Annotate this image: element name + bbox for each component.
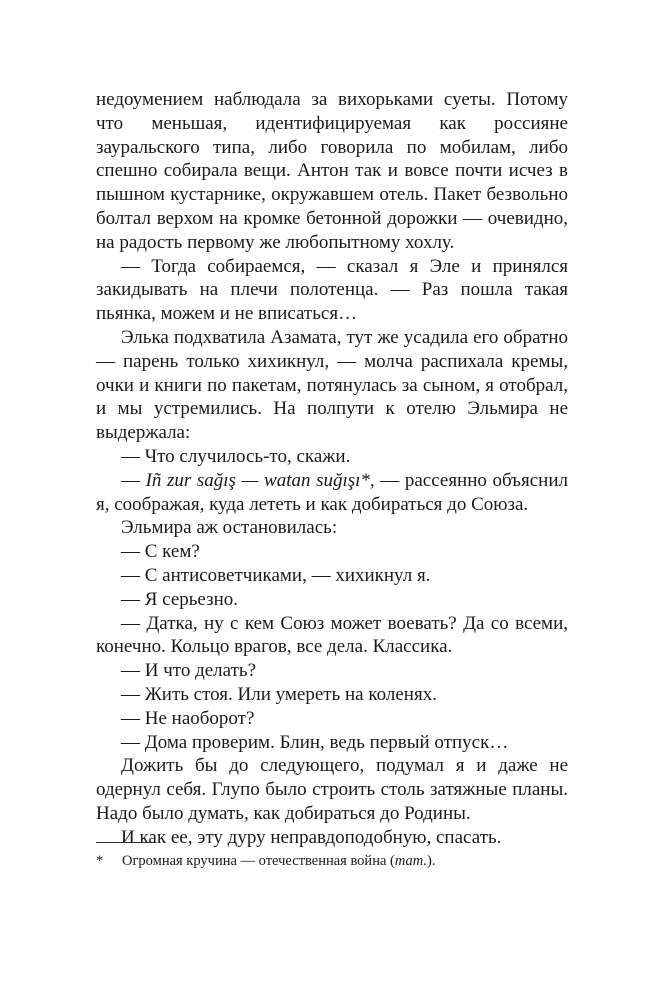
paragraph-text: — И что делать? bbox=[121, 660, 257, 682]
paragraph bbox=[96, 826, 568, 850]
paragraph-text: — Не наоборот? bbox=[121, 707, 255, 729]
paragraph bbox=[96, 445, 568, 469]
paragraph-text: — Тогда собираемся, — сказал я Эле и принялся закидывать на плечи полотенца. — Раз пошла такая пьянка, можем и не вписаться… bbox=[96, 255, 568, 325]
paragraph-text: , — рассеянно объяснил я, соображая, куда лететь и как добираться до Союза. bbox=[96, 469, 568, 515]
paragraph bbox=[96, 88, 568, 255]
paragraph-text: И как ее, эту дуру неправдоподобную, спасать. bbox=[121, 826, 502, 848]
paragraph bbox=[96, 754, 568, 825]
paragraph bbox=[96, 707, 568, 731]
paragraph-text: — С кем? bbox=[121, 541, 200, 563]
footnote-text: Огромная кручина — отечественная война ( bbox=[122, 853, 395, 869]
footnote-language: тат. bbox=[394, 853, 428, 869]
paragraph-text: — С антисоветчиками, — хихикнул я. bbox=[121, 564, 431, 586]
paragraph-text: — Дома проверим. Блин, ведь первый отпуск… bbox=[121, 731, 509, 753]
paragraph bbox=[96, 516, 568, 540]
paragraph bbox=[96, 731, 568, 755]
footnote-divider bbox=[96, 842, 154, 843]
page-text bbox=[96, 88, 568, 850]
paragraph-text: Эльмира аж остановилась: bbox=[121, 517, 338, 539]
footnote-text-end: ). bbox=[427, 853, 436, 869]
footnote-mark: * bbox=[96, 853, 104, 869]
paragraph-text: недоумением наблюдала за вихорьками суеты. Потому что меньшая, идентифицируемая как россияне зауральского типа, либо говорила по мобилам, либо спешно собирала вещи. Антон так и вовсе почти исчез в пышном кустарнике, окружавшем отель. Пакет безвольно болтал верхом на кромке бетонной дорожки — очевидно, на радость первому же любопытному хохлу. bbox=[96, 89, 568, 253]
paragraph-text: — Что случилось-то, скажи. bbox=[121, 445, 351, 467]
paragraph bbox=[96, 255, 568, 326]
paragraph-text: Элька подхватила Азамата, тут же усадила его обратно — парень только хихикнул, — молча распихала кремы, очки и книги по пакетам, потянулась за сыном, я отобрал, и мы устремились. На полпути к отелю Эльмира не выдержала: bbox=[96, 326, 568, 444]
paragraph bbox=[96, 326, 568, 445]
paragraph-text: — bbox=[121, 469, 146, 491]
paragraph bbox=[96, 659, 568, 683]
footnote bbox=[96, 852, 568, 871]
paragraph-text: — Я серьезно. bbox=[121, 588, 239, 610]
paragraph bbox=[96, 612, 568, 660]
tatar-phrase: Iñ zur sağış — watan suğışı* bbox=[145, 469, 370, 491]
paragraph bbox=[96, 683, 568, 707]
paragraph-text: — Датка, ну с кем Союз может воевать? Да со всеми, конечно. Кольцо врагов, все дела. Классика. bbox=[96, 612, 568, 658]
paragraph bbox=[96, 540, 568, 564]
paragraph bbox=[96, 469, 568, 517]
paragraph-text: Дожить бы до следующего, подумал я и даже не одернул себя. Глупо было строить столь затяжные планы. Надо было думать, как добираться до Родины. bbox=[96, 755, 568, 824]
paragraph-text: — Жить стоя. Или умереть на коленях. bbox=[121, 683, 437, 705]
paragraph bbox=[96, 564, 568, 588]
paragraph bbox=[96, 588, 568, 612]
